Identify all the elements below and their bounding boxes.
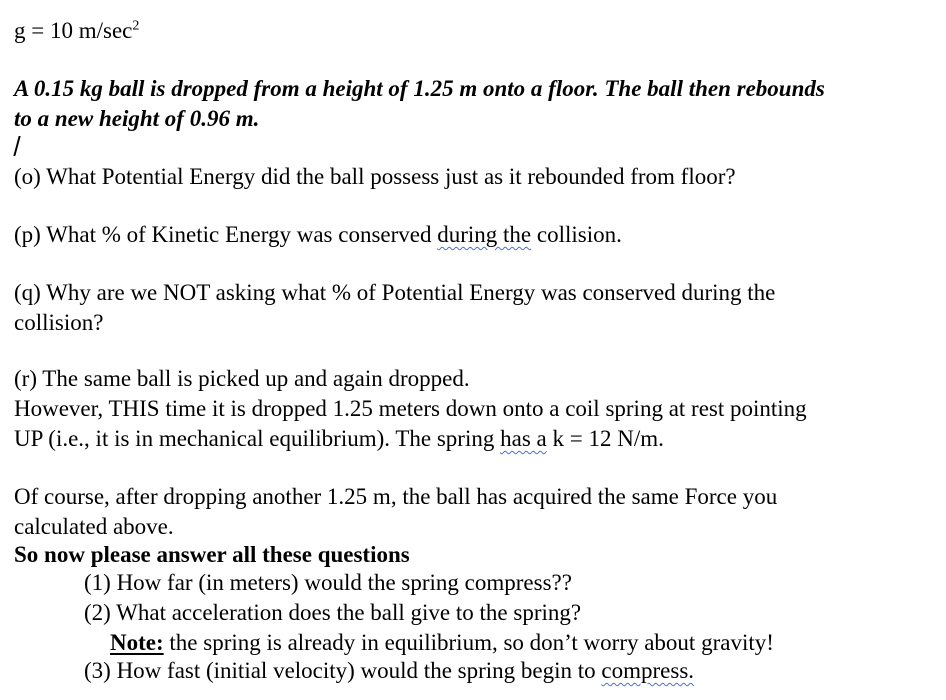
gravity-text: g = 10 m/sec: [14, 18, 133, 43]
spellcheck-squiggle[interactable]: has a: [500, 426, 547, 451]
question-p: [14, 220, 622, 250]
text-cursor-icon: [13, 136, 20, 156]
question-r-line-1: (r) The same ball is picked up and again dropped.: [14, 366, 470, 391]
section-heading: So now please answer all these questions: [14, 542, 410, 567]
subquestion-3: [84, 656, 694, 686]
note-line: [110, 628, 774, 658]
paragraph-line-2: calculated above.: [14, 514, 174, 539]
intro-line-1: A 0.15 kg ball is dropped from a height of 1.25 m onto a floor. The ball then rebounds: [14, 76, 825, 101]
note-text: the spring is already in equilibrium, so don’t worry about gravity!: [163, 630, 774, 655]
question-q-line-1: (q) Why are we NOT asking what % of Potential Energy was conserved during the: [14, 280, 776, 305]
note-label: Note:: [110, 630, 164, 655]
question-r-line-2: However, THIS time it is dropped 1.25 meters down onto a coil spring at rest pointing: [14, 396, 807, 421]
spellcheck-squiggle[interactable]: during the: [437, 222, 532, 247]
spellcheck-squiggle[interactable]: compress.: [601, 658, 695, 683]
question-p-text-b: collision.: [531, 222, 622, 247]
subquestion-1: (1) How far (in meters) would the spring compress??: [84, 570, 572, 595]
paragraph-line-1: Of course, after dropping another 1.25 m, the ball has acquired the same Force you: [14, 484, 778, 509]
question-r-text-a: UP (i.e., it is in mechanical equilibrium). The spring: [14, 426, 501, 451]
intro-line-2: to a new height of 0.96 m.: [14, 106, 260, 131]
question-r-line-3: [14, 424, 664, 454]
question-o: (o) What Potential Energy did the ball possess just as it rebounded from floor?: [14, 164, 736, 189]
question-p-text-a: (p) What % of Kinetic Energy was conserved: [14, 222, 438, 247]
question-r-text-b: k = 12 N/m.: [546, 426, 664, 451]
subquestion-2: (2) What acceleration does the ball give to the spring?: [84, 600, 582, 625]
subquestion-3-text: (3) How fast (initial velocity) would the spring begin to: [84, 658, 602, 683]
gravity-constant: [14, 16, 139, 46]
gravity-exponent: 2: [132, 18, 140, 34]
question-q-line-2: collision?: [14, 310, 104, 335]
